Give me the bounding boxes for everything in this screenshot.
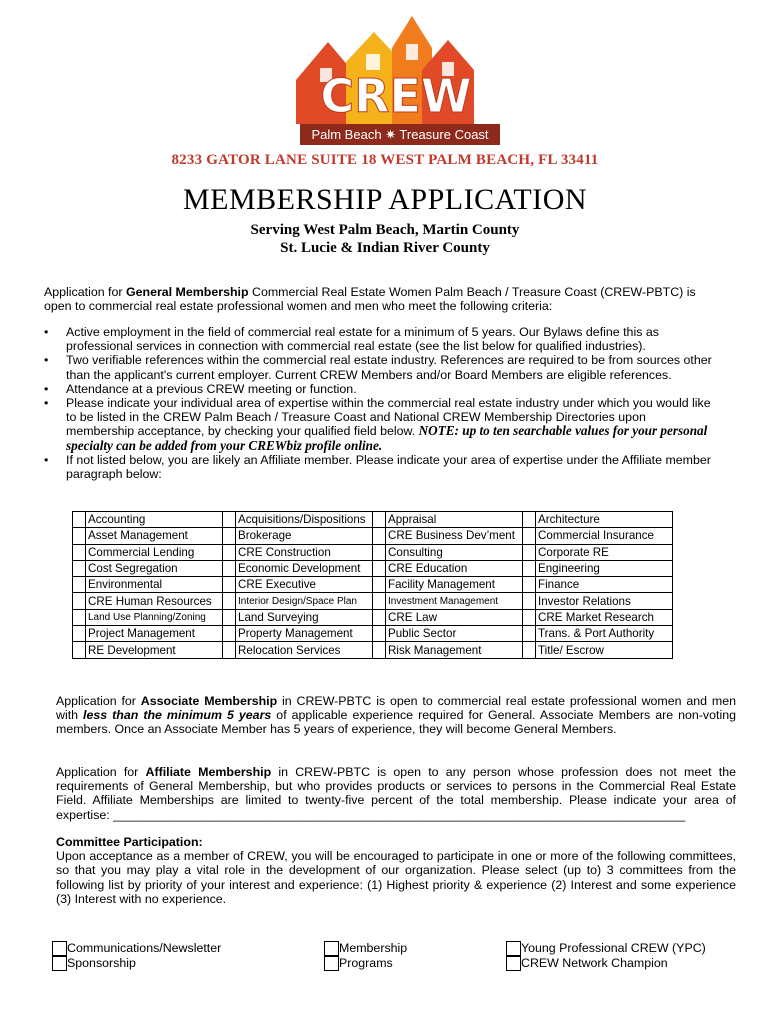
expertise-label: CRE Construction xyxy=(236,544,373,560)
expertise-checkbox[interactable] xyxy=(373,642,386,658)
expertise-label: Engineering xyxy=(536,560,673,576)
table-row xyxy=(73,626,673,642)
crew-logo xyxy=(296,12,506,147)
expertise-checkbox[interactable] xyxy=(373,577,386,593)
crewbiz-note: NOTE: up to ten searchable values for your personal specialty can be added from your CREWbiz profile online. xyxy=(66,423,708,453)
committee-option-ypc[interactable]: Young Professional CREW (YPC) xyxy=(506,941,706,956)
committee-option-programs[interactable]: Programs xyxy=(324,956,393,971)
table-row xyxy=(73,512,673,528)
table-row xyxy=(73,593,673,609)
expertise-checkbox[interactable] xyxy=(73,626,86,642)
expertise-checkbox[interactable] xyxy=(73,560,86,576)
expertise-checkbox[interactable] xyxy=(373,593,386,609)
expertise-checkbox[interactable] xyxy=(223,544,236,560)
expertise-checkbox[interactable] xyxy=(523,626,536,642)
checkbox[interactable] xyxy=(52,956,67,971)
expertise-label: Finance xyxy=(536,577,673,593)
associate-membership-paragraph: Application for Associate Membership in CREW-PBTC is open to commercial real estate professional women and men with less than the minimum 5 years of applicable experience required for General. Associate Members are non-voting members. Once an Associate Member has 5 years of experience, they will become General Members. xyxy=(56,694,737,737)
table-row xyxy=(73,544,673,560)
expertise-label: Commercial Lending xyxy=(86,544,223,560)
expertise-checkbox[interactable] xyxy=(523,642,536,658)
subtitle-line-2: St. Lucie & Indian River County xyxy=(280,240,490,256)
expertise-label: Cost Segregation xyxy=(86,560,223,576)
expertise-label: Risk Management xyxy=(386,642,523,658)
expertise-label: Architecture xyxy=(536,512,673,528)
expertise-checkbox[interactable] xyxy=(373,544,386,560)
committee-section xyxy=(56,835,736,906)
list-item: • Two verifiable references within the commercial real estate industry. References are required to be from sources other than the applicant's current employer. Current CREW Members and/or Board Members are eligible references. xyxy=(44,353,714,381)
expertise-checkbox[interactable] xyxy=(373,609,386,625)
expertise-checkbox[interactable] xyxy=(73,577,86,593)
table-row xyxy=(73,577,673,593)
table-row xyxy=(73,560,673,576)
checkbox[interactable] xyxy=(52,941,67,956)
criteria-list xyxy=(44,325,714,481)
expertise-checkbox[interactable] xyxy=(73,544,86,560)
expertise-checkbox[interactable] xyxy=(223,642,236,658)
expertise-label: Public Sector xyxy=(386,626,523,642)
expertise-checkbox[interactable] xyxy=(73,593,86,609)
committee-option-network-champion[interactable]: CREW Network Champion xyxy=(506,956,668,971)
expertise-checkbox[interactable] xyxy=(523,593,536,609)
logo-tagline: Palm Beach ✷ Treasure Coast xyxy=(311,127,489,142)
expertise-checkbox[interactable] xyxy=(523,544,536,560)
expertise-label: CRE Education xyxy=(386,560,523,576)
expertise-label: Appraisal xyxy=(386,512,523,528)
expertise-label: Acquisitions/Dispositions xyxy=(236,512,373,528)
affiliate-membership-paragraph: Application for Affiliate Membership in CREW-PBTC is open to any person whose profession does not meet the requirements of General Membership, but who provides products or services to persons in the Commercial Real Estate Field. Affiliate Memberships are limited to twenty-five percent of the total membership. Please indicate your area of expertise: ___________________________________________________________________________________ xyxy=(56,765,736,822)
expertise-checkbox[interactable] xyxy=(223,577,236,593)
committee-option-communications[interactable]: Communications/Newsletter xyxy=(52,941,221,956)
committee-option-sponsorship[interactable]: Sponsorship xyxy=(52,956,136,971)
expertise-label: RE Development xyxy=(86,642,223,658)
expertise-label: Land Use Planning/Zoning xyxy=(86,609,223,625)
address: 8233 GATOR LANE SUITE 18 WEST PALM BEACH, FL 33411 xyxy=(171,152,599,168)
committee-heading: Committee Participation: xyxy=(56,835,203,849)
expertise-checkbox[interactable] xyxy=(73,528,86,544)
expertise-checkbox[interactable] xyxy=(523,528,536,544)
expertise-label: Consulting xyxy=(386,544,523,560)
table-row xyxy=(73,642,673,658)
expertise-label: Economic Development xyxy=(236,560,373,576)
expertise-checkbox[interactable] xyxy=(373,512,386,528)
expertise-checkbox[interactable] xyxy=(223,593,236,609)
expertise-checkbox[interactable] xyxy=(223,560,236,576)
expertise-label: Title/ Escrow xyxy=(536,642,673,658)
expertise-label: CRE Executive xyxy=(236,577,373,593)
expertise-label: Corporate RE xyxy=(536,544,673,560)
list-item: • If not listed below, you are likely an Affiliate member. Please indicate your area of expertise under the Affiliate member paragraph below: xyxy=(44,453,714,481)
expertise-checkbox[interactable] xyxy=(373,626,386,642)
list-item: • Active employment in the field of commercial real estate for a minimum of 5 years. Our Bylaws define this as professional services in connection with commercial real estate (see the list below for qualified industries). xyxy=(44,325,714,353)
expertise-label: Project Management xyxy=(86,626,223,642)
logo-wordmark: CREW xyxy=(320,69,472,123)
table-row xyxy=(73,609,673,625)
expertise-checkbox[interactable] xyxy=(73,642,86,658)
expertise-table xyxy=(72,511,673,659)
expertise-checkbox[interactable] xyxy=(373,560,386,576)
list-item: • Please indicate your individual area of expertise within the commercial real estate industry under which you would like to be listed in the CREW Palm Beach / Treasure Coast and National CREW Membership Directories upon membership acceptance, by checking your qualified field below. NOTE: up to ten searchable values for your personal specialty can be added from your CREWbiz profile online. xyxy=(44,396,714,453)
expertise-label: Trans. & Port Authority xyxy=(536,626,673,642)
expertise-checkbox[interactable] xyxy=(73,512,86,528)
list-item: • Attendance at a previous CREW meeting or function. xyxy=(44,382,714,396)
expertise-checkbox[interactable] xyxy=(223,626,236,642)
page-title: MEMBERSHIP APPLICATION xyxy=(182,183,588,216)
expertise-label: Brokerage xyxy=(236,528,373,544)
expertise-checkbox[interactable] xyxy=(223,609,236,625)
committee-option-membership[interactable]: Membership xyxy=(324,941,407,956)
expertise-label: CRE Market Research xyxy=(536,609,673,625)
expertise-label: CRE Human Resources xyxy=(86,593,223,609)
expertise-checkbox[interactable] xyxy=(223,528,236,544)
expertise-checkbox[interactable] xyxy=(73,609,86,625)
expertise-label: Commercial Insurance xyxy=(536,528,673,544)
checkbox[interactable] xyxy=(506,956,521,971)
expertise-label: Investor Relations xyxy=(536,593,673,609)
expertise-label: Property Management xyxy=(236,626,373,642)
table-row xyxy=(73,528,673,544)
expertise-label: Investment Management xyxy=(386,593,523,609)
general-membership-paragraph: Application for General Membership Commercial Real Estate Women Palm Beach / Treasure Coast (CREW-PBTC) is open to commercial real estate professional women and men who meet the following criteria: xyxy=(44,285,696,314)
expertise-checkbox[interactable] xyxy=(523,609,536,625)
subtitle-line-1: Serving West Palm Beach, Martin County xyxy=(250,222,520,238)
expertise-checkbox[interactable] xyxy=(523,512,536,528)
checkbox[interactable] xyxy=(324,956,339,971)
checkbox[interactable] xyxy=(506,941,521,956)
expertise-label: CRE Business Dev’ment xyxy=(386,528,523,544)
expertise-checkbox[interactable] xyxy=(523,577,536,593)
expertise-label: Asset Management xyxy=(86,528,223,544)
expertise-label: Interior Design/Space Plan xyxy=(236,593,373,609)
expertise-checkbox[interactable] xyxy=(523,560,536,576)
expertise-label: Facility Management xyxy=(386,577,523,593)
committee-text: Upon acceptance as a member of CREW, you will be encouraged to participate in one or more of the following committees, so that you may play a vital role in the development of our organization. Please select (up to) 3 committees from the following list by priority of your interest and experience: (1) Highest priority & experience (2) Interest and some experience (3) Interest with no experience. xyxy=(56,849,736,906)
expertise-label: Relocation Services xyxy=(236,642,373,658)
checkbox[interactable] xyxy=(324,941,339,956)
expertise-label: Environmental xyxy=(86,577,223,593)
expertise-checkbox[interactable] xyxy=(223,512,236,528)
expertise-label: Land Surveying xyxy=(236,609,373,625)
expertise-label: Accounting xyxy=(86,512,223,528)
expertise-checkbox[interactable] xyxy=(373,528,386,544)
expertise-label: CRE Law xyxy=(386,609,523,625)
